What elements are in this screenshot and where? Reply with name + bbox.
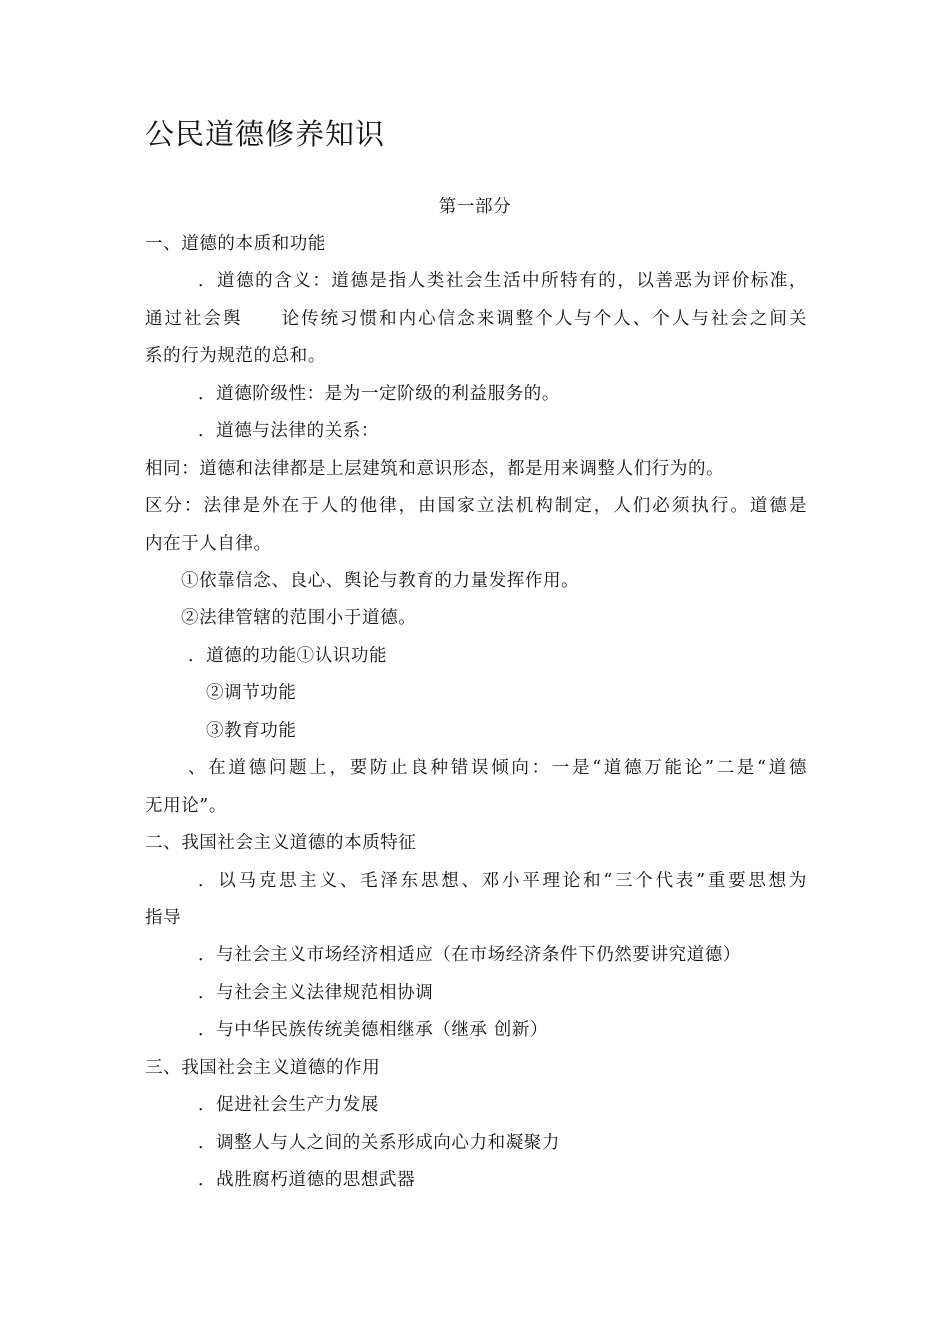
list-item: ．战胜腐朽道德的思想武器 [198, 1170, 416, 1190]
list-item: ②法律管辖的范围小于道德。 [181, 608, 417, 628]
list-item: ③教育功能 [206, 721, 297, 741]
paragraph-line: 无用论”。 [145, 796, 227, 816]
list-item: ①依靠信念、良心、舆论与教育的力量发挥作用。 [181, 571, 580, 591]
part-heading: 第一部分 [438, 197, 512, 217]
list-item: ．与社会主义法律规范相协调 [198, 983, 434, 1003]
list-item: ．以马克思主义、毛泽东思想、邓小平理论和“三个代表”重要思想为 [198, 871, 807, 891]
paragraph-line: 区分：法律是外在于人的他律，由国家立法机构制定，人们必须执行。道德是 [145, 496, 807, 516]
list-item: ．促进社会生产力发展 [198, 1095, 379, 1115]
section-heading-1: 一、道德的本质和功能 [145, 234, 326, 254]
list-item: ②调节功能 [206, 683, 297, 703]
paragraph-line: ．道德的含义：道德是指人类社会生活中所特有的，以善恶为评价标准， [198, 271, 807, 291]
section-heading-3: 三、我国社会主义道德的作用 [145, 1058, 381, 1078]
paragraph-line: 通过社会舆 论传统习惯和内心信念来调整个人与个人、个人与社会之间关 [145, 309, 807, 329]
paragraph-line: ．道德阶级性：是为一定阶级的利益服务的。 [198, 384, 560, 404]
list-item: ．与中华民族传统美德相继承（继承 创新） [198, 1020, 549, 1040]
list-item: ．调整人与人之间的关系形成向心力和凝聚力 [198, 1133, 560, 1153]
paragraph-line: 指导 [145, 908, 182, 928]
paragraph-line: 相同：道德和法律都是上层建筑和意识形态，都是用来调整人们行为的。 [145, 459, 725, 479]
section-heading-2: 二、我国社会主义道德的本质特征 [145, 833, 417, 853]
paragraph-line: ．道德与法律的关系： [198, 421, 379, 441]
list-item: ．与社会主义市场经济相适应（在市场经济条件下仍然要讲究道德） [198, 945, 741, 965]
list-item: ．道德的功能①认识功能 [188, 646, 388, 666]
paragraph-line: 、在道德问题上，要防止良种错误倾向：一是“道德万能论”二是“道德 [188, 758, 807, 778]
paragraph-line: 系的行为规范的总和。 [145, 346, 326, 366]
paragraph-line: 内在于人自律。 [145, 534, 272, 554]
document-title: 公民道德修养知识 [145, 117, 386, 151]
